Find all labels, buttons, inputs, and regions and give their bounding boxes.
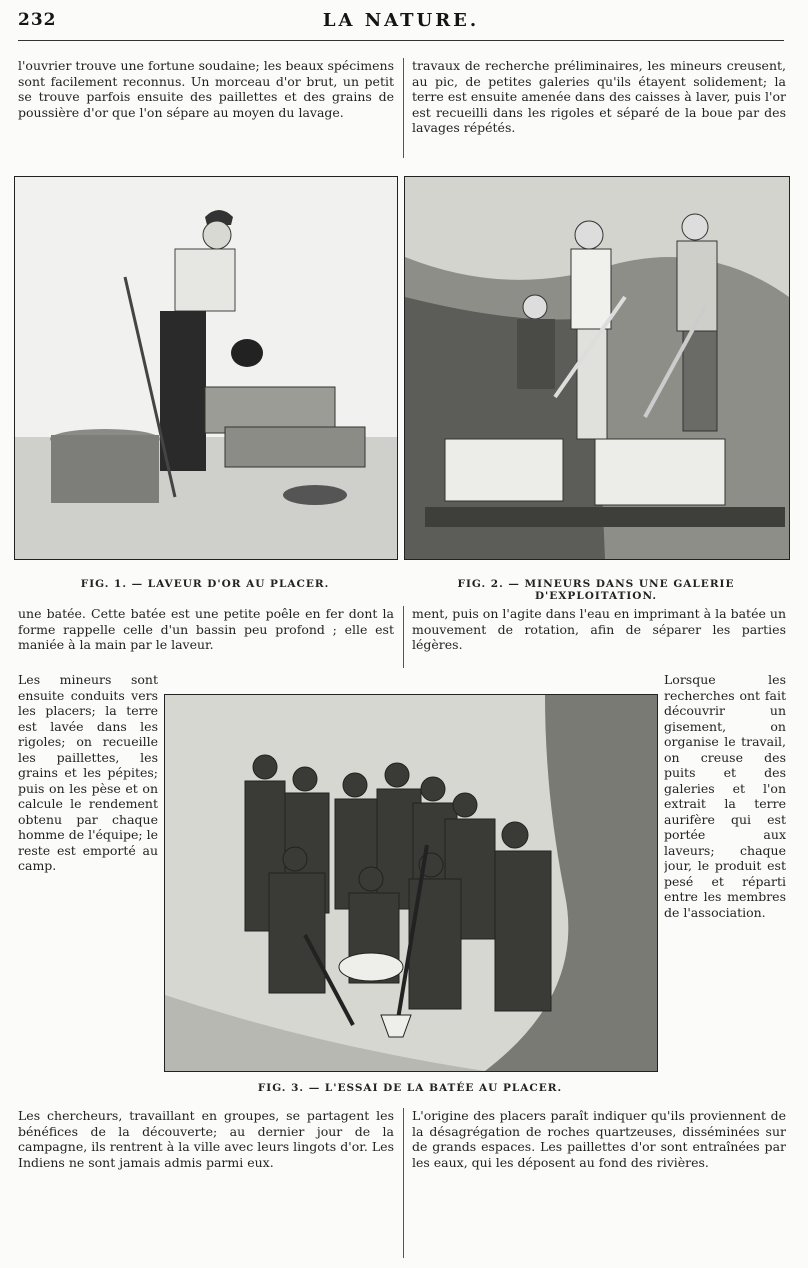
running-head: LA NATURE. bbox=[322, 10, 480, 31]
figure-1-caption: FIG. 1. — LAVEUR D'OR AU PLACER. bbox=[80, 578, 330, 590]
paragraph: ment, puis on l'agite dans l'eau en imprimant à la batée un mouvement de rotation, afin de séparer les parties légères. bbox=[412, 606, 786, 652]
figure-1-gold-washer bbox=[14, 176, 398, 560]
figure-3-caption: FIG. 3. — L'ESSAI DE LA BATÉE AU PLACER. bbox=[257, 1082, 563, 1094]
paragraph: Les mineurs sont ensuite conduits vers les placers; la terre est lavée dans les rigoles; on recueille les paillettes, les grains et les pépites; puis on les pèse et on calcule le rendement obtenu par chaque homme de l'équipe; le reste est emporté au camp. bbox=[18, 672, 158, 873]
header-rule bbox=[18, 40, 784, 41]
page-number: 232 bbox=[18, 10, 57, 30]
wrap-text-right bbox=[664, 672, 786, 1102]
column-rule bbox=[403, 1108, 404, 1258]
page-header bbox=[18, 8, 784, 42]
engraving-illustration bbox=[165, 695, 657, 1071]
bottom-text-right bbox=[412, 1108, 786, 1258]
figure-2-caption: FIG. 2. — MINEURS DANS UNE GALERIE D'EXPLOITATION. bbox=[457, 578, 735, 602]
column-rule bbox=[403, 58, 404, 158]
middle-text-left bbox=[18, 606, 394, 668]
bottom-text-left bbox=[18, 1108, 394, 1258]
paragraph: L'origine des placers paraît indiquer qu'ils proviennent de la désagrégation de roches quartzeuses, disséminées sur de grands espaces. Les paillettes d'or sont entraînées par les eaux, qui les déposent au fond des rivières. bbox=[412, 1108, 786, 1170]
paragraph: une batée. Cette batée est une petite poêle en fer dont la forme rappelle celle d'un bassin peu profond ; elle est maniée à la main par le laveur. bbox=[18, 606, 394, 652]
column-rule bbox=[403, 606, 404, 668]
figure-3-prospectors-group bbox=[164, 694, 658, 1072]
engraving-illustration bbox=[405, 177, 789, 559]
paragraph: travaux de recherche préliminaires, les mineurs creusent, au pic, de petites galeries qu'ils étayent solidement; la terre est ensuite amenée dans des caisses à laver, puis l'or est recueilli dans les rigoles et séparé de la boue par des lavages répétés. bbox=[412, 58, 786, 135]
paragraph: Lorsque les recherches ont fait découvrir un gisement, on organise le travail, on creuse des puits et des galeries et l'on extrait la terre aurifère qui est portée aux laveurs; chaque jour, le produit est pesé et réparti entre les membres de l'association. bbox=[664, 672, 786, 920]
top-text-left bbox=[18, 58, 394, 158]
paragraph: l'ouvrier trouve une fortune soudaine; les beaux spécimens sont facilement reconnus. Un morceau d'or brut, un petit se trouve parfois ensuite des paillettes et des grains de poussière d'or que l'on sépare au moyen du lavage. bbox=[18, 58, 394, 120]
middle-text-right bbox=[412, 606, 786, 668]
wrap-text-left bbox=[18, 672, 158, 1102]
engraving-illustration bbox=[15, 177, 397, 559]
figure-2-miners-gallery bbox=[404, 176, 790, 560]
paragraph: Les chercheurs, travaillant en groupes, se partagent les bénéfices de la découverte; au dernier jour de la campagne, ils rentrent à la ville avec leurs lingots d'or. Les Indiens ne sont jamais admis parmi eux. bbox=[18, 1108, 394, 1170]
top-text-right bbox=[412, 58, 786, 158]
